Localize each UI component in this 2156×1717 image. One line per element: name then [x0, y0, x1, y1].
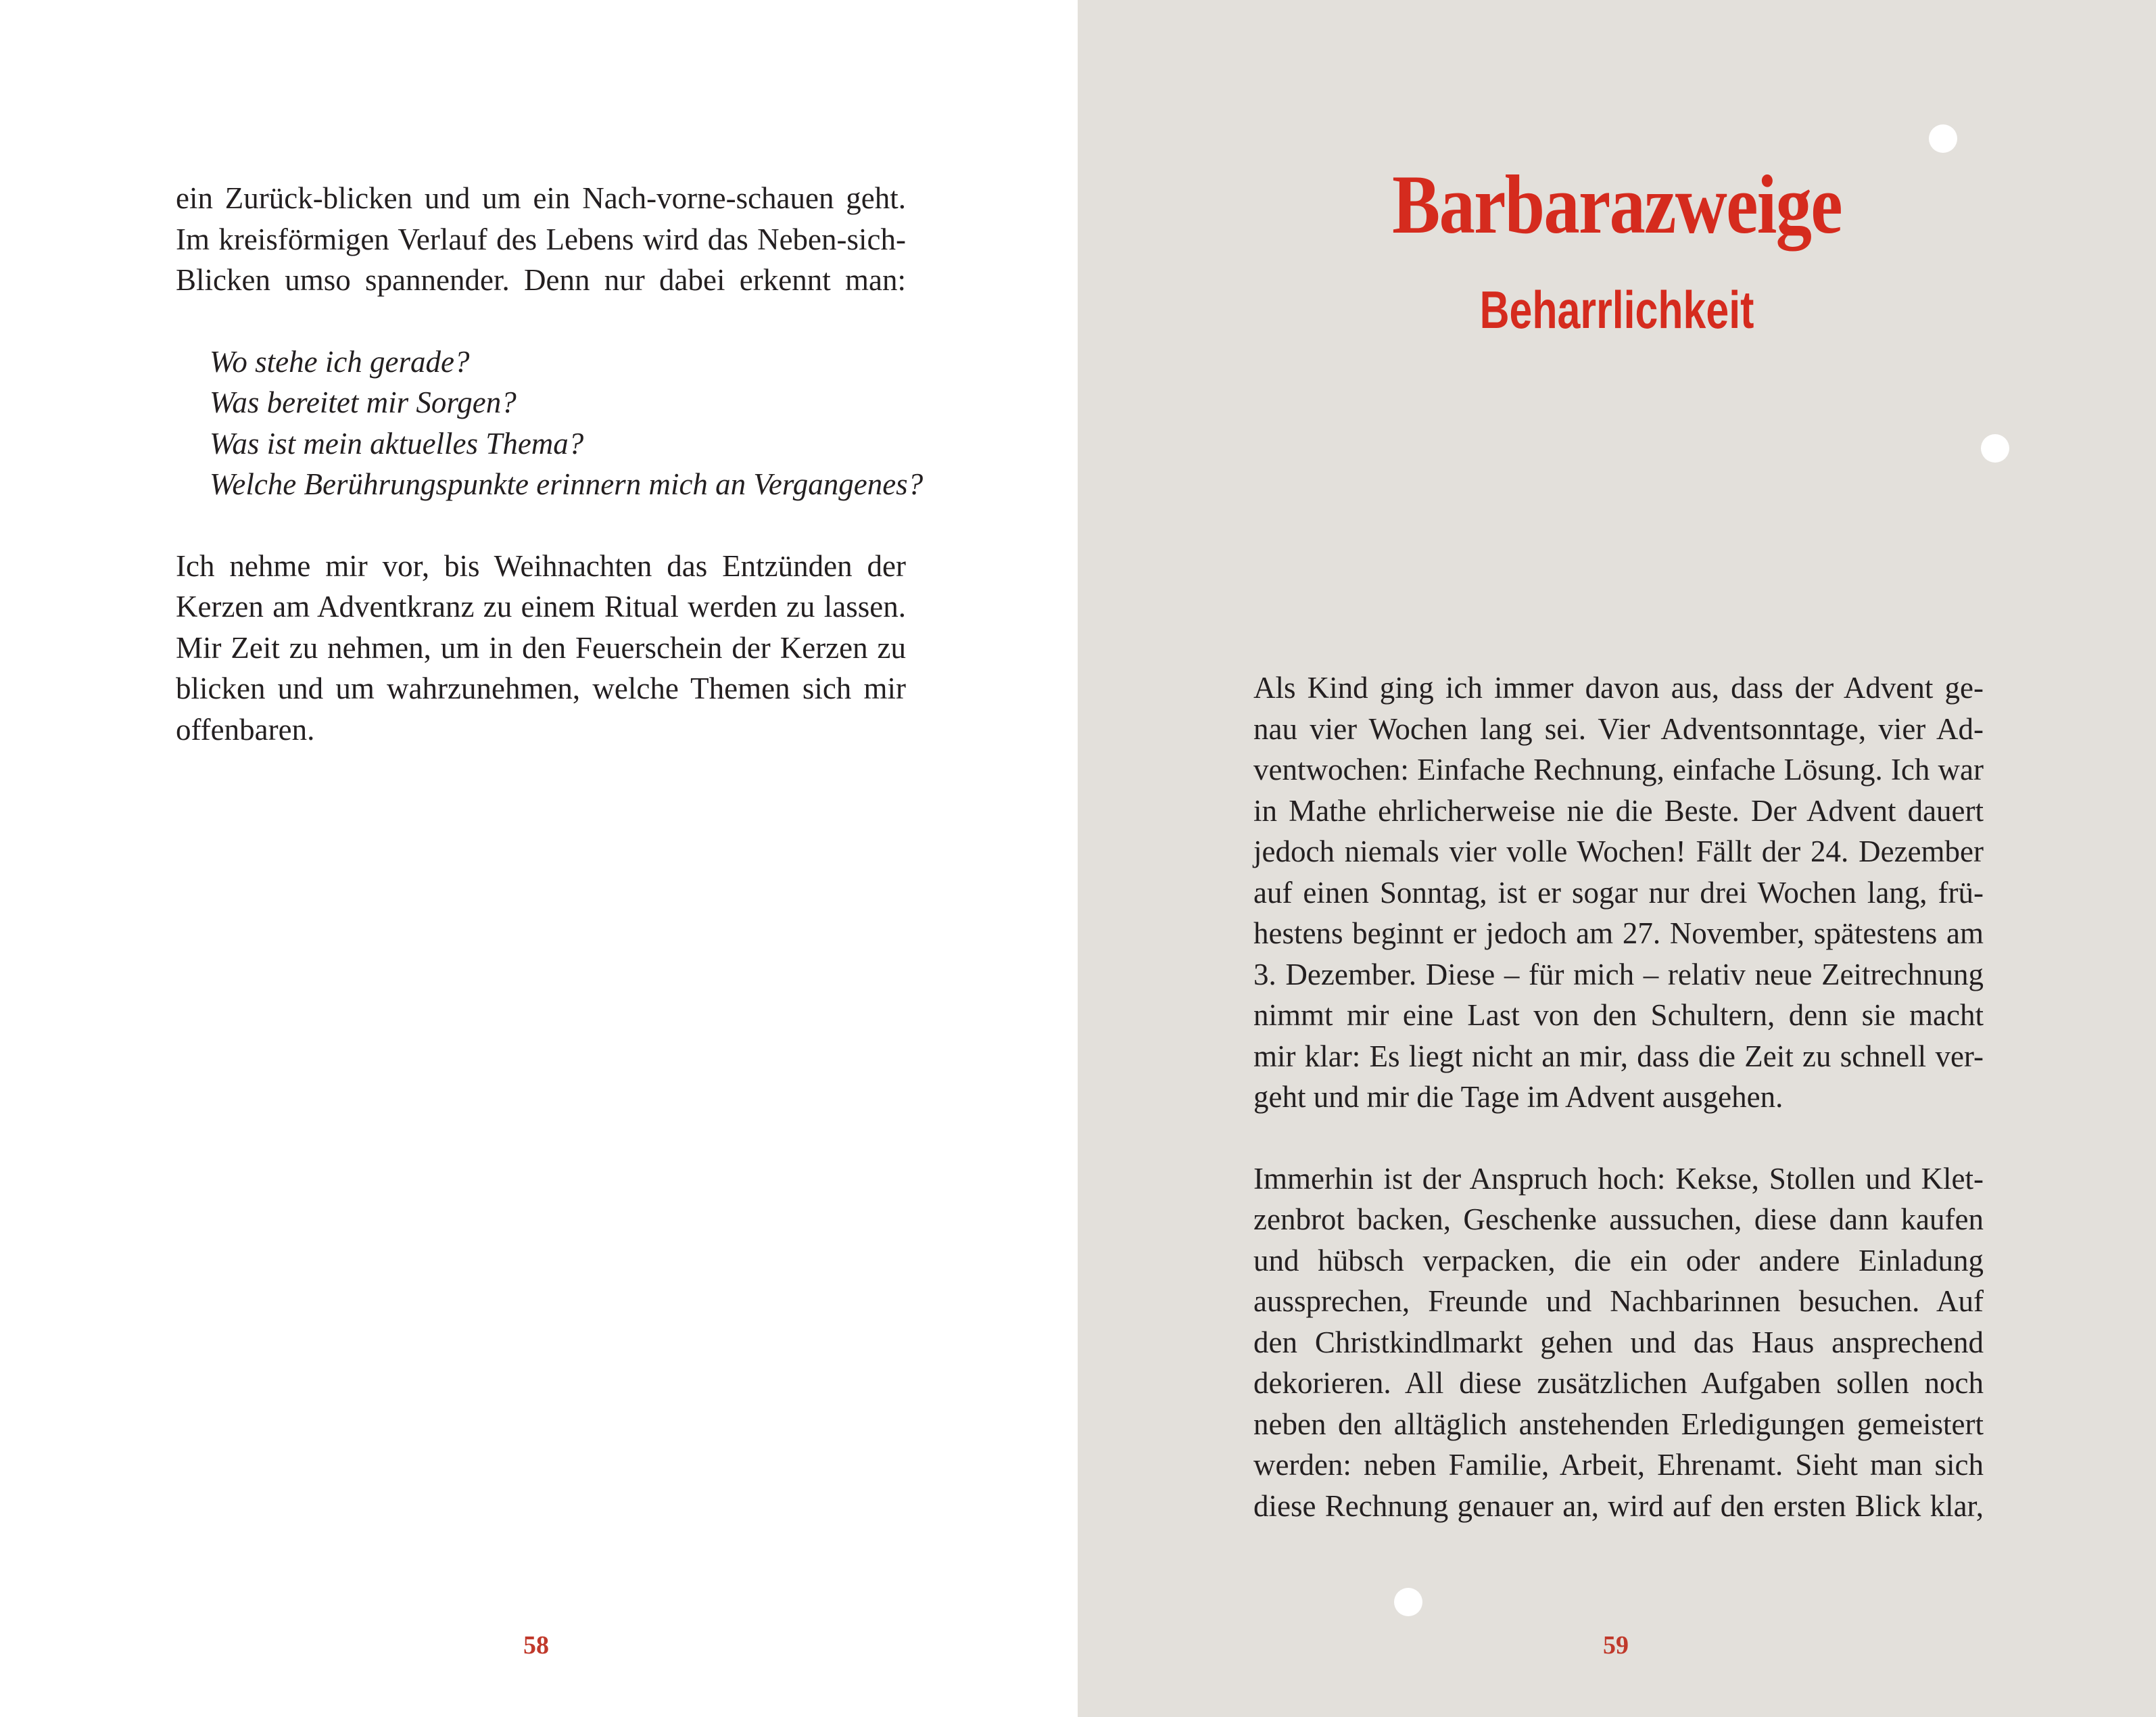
page-number: 59	[1603, 1631, 1629, 1660]
text-line: Kerzen am Adventkranz zu einem Ritual werden zu lassen.	[176, 590, 906, 624]
text-line: Ich nehme mir vor, bis Weihnachten das Entzünden der	[176, 548, 906, 583]
question-list	[210, 342, 924, 505]
text-line: geht und mir die Tage im Advent ausgehen.	[1253, 1080, 1783, 1114]
text-line: Als Kind ging ich immer davon aus, dass der Advent ge-	[1253, 671, 1984, 705]
intro-paragraph	[176, 178, 906, 301]
text-line: nau vier Wochen lang sei. Vier Adventsonntage, vier Ad-	[1253, 711, 1984, 746]
page-number: 58	[523, 1631, 549, 1660]
text-line: 3. Dezember. Diese – für mich – relativ neue Zeitrechnung	[1253, 957, 1984, 991]
text-line: ventwochen: Einfache Rechnung, einfache Lösung. Ich war	[1253, 753, 1984, 786]
text-line: in Mathe ehrlicherweise nie die Beste. Der Advent dauert	[1253, 793, 1984, 828]
text-line: Immerhin ist der Anspruch hoch: Kekse, Stollen und Klet-	[1253, 1161, 1984, 1196]
paragraph-2	[1253, 1158, 1984, 1527]
right-page-text	[1253, 667, 1984, 1526]
chapter-subtitle: Beharrlichkeit	[1479, 280, 1754, 339]
question-line: Was ist mein aktuelles Thema?	[210, 426, 584, 461]
decorative-dot	[1929, 124, 1957, 153]
text-line: dekorieren. All diese zusätzlichen Aufgaben sollen noch	[1253, 1366, 1984, 1400]
text-line: werden: neben Familie, Arbeit, Ehrenamt. Sieht man sich	[1253, 1448, 1984, 1482]
paragraph-gap	[1253, 1118, 1984, 1158]
closing-paragraph	[176, 546, 906, 751]
text-line: diese Rechnung genauer an, wird auf den ersten Blick klar,	[1253, 1488, 1984, 1523]
question-line: Wo stehe ich gerade?	[210, 344, 470, 379]
text-line: hestens beginnt er jedoch am 27. November, spätestens am	[1253, 916, 1984, 950]
chapter-title: Barbarazweige	[1392, 158, 1842, 251]
decorative-dot	[1981, 434, 2009, 463]
text-line: nimmt mir eine Last von den Schultern, denn sie macht	[1253, 998, 1984, 1032]
text-line: Blicken umso spannender. Denn nur dabei erkennt man:	[176, 263, 906, 297]
text-line: auf einen Sonntag, ist er sogar nur drei Wochen lang, frü-	[1253, 875, 1984, 910]
text-line: jedoch niemals vier volle Wochen! Fällt der 24. Dezember	[1253, 834, 1984, 868]
question-line: Was bereitet mir Sorgen?	[210, 385, 517, 419]
question-line: Welche Berührungspunkte erinnern mich an Vergangenes?	[210, 467, 924, 501]
text-line: ein Zurück-blicken und um ein Nach-vorne-schauen geht.	[176, 181, 906, 215]
text-line: zenbrot backen, Geschenke aussuchen, diese dann kaufen	[1253, 1202, 1984, 1236]
decorative-dot	[1394, 1588, 1422, 1616]
text-line: mir klar: Es liegt nicht an mir, dass die Zeit zu schnell ver-	[1253, 1039, 1984, 1073]
right-page	[1078, 0, 2156, 1717]
text-line: blicken und um wahrzunehmen, welche Themen sich mir	[176, 672, 906, 705]
text-line: neben den alltäglich anstehenden Erledigungen gemeistert	[1253, 1407, 1984, 1441]
text-line: aussprechen, Freunde und Nachbarinnen besuchen. Auf	[1253, 1284, 1984, 1318]
left-page-text	[176, 178, 924, 750]
text-line: Mir Zeit zu nehmen, um in den Feuerschein der Kerzen zu	[176, 630, 906, 665]
text-line: offenbaren.	[176, 712, 315, 747]
text-line: und hübsch verpacken, die ein oder andere Einladung	[1253, 1243, 1984, 1277]
text-line: den Christkindlmarkt gehen und das Haus ansprechend	[1253, 1325, 1984, 1359]
paragraph-1	[1253, 667, 1984, 1118]
text-line: Im kreisförmigen Verlauf des Lebens wird das Neben-sich-	[176, 222, 906, 256]
